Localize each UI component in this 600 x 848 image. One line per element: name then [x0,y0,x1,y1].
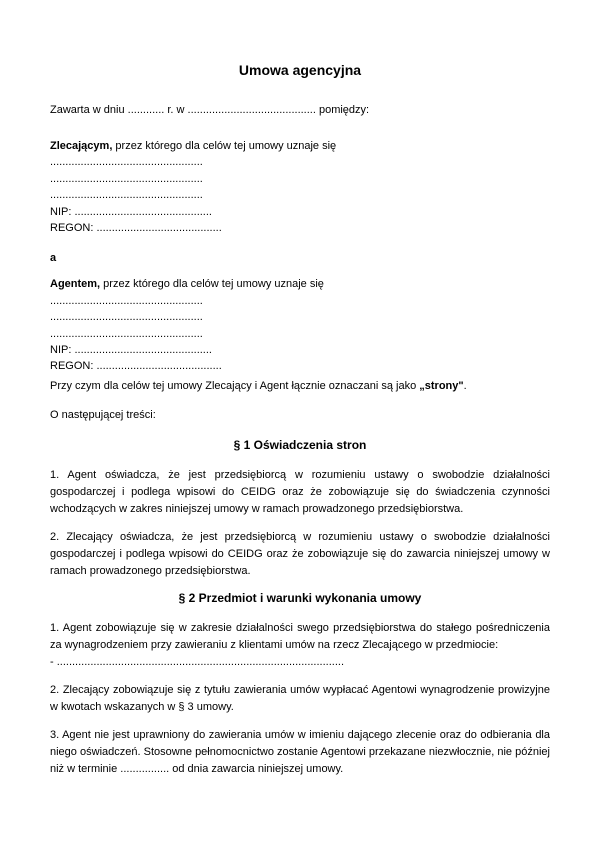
regon-blank: ......................................... [96,222,222,235]
party-principal-name: Zlecającym, [50,140,113,152]
regon-label: REGON: [50,360,97,373]
party-agent-desc: przez którego dla celów tej umowy uznaje się [100,278,324,291]
party-agent-blank-1: .................................................. [50,294,203,307]
section-2-heading: § 2 Przedmiot i warunki wykonania umowy [178,590,422,605]
party-principal-blank-2: .................................................. [50,172,203,185]
preamble-line: O następującej treści: [50,408,156,421]
nip-blank: ............................................. [74,205,212,218]
party-principal-regon-line [50,220,550,236]
parties-clause [50,379,550,394]
nip-blank: ............................................. [74,344,212,357]
section-1-heading: § 1 Oświadczenia stron [233,437,367,452]
section-2-paragraph-1: 1. Agent zobowiązuje się w zakresie działalności swego przedsiębiorstwa do stałego pośredniczenia za wynagrodzeniem przy zawieraniu z klientami umów na rzecz Zlecającego w przedmiocie: [50,621,550,651]
document-title: Umowa agencyjna [238,62,362,78]
parties-clause-pre: Przy czym dla celów tej umowy Zlecający i Agent łącznie oznaczani są jako [50,379,420,392]
party-agent-blank-3: .................................................. [50,327,203,340]
party-agent-blank-2: .................................................. [50,311,203,324]
party-agent-block [50,276,550,374]
section-2-paragraph-3: 3. Agent nie jest uprawniony do zawierania umów w imieniu dającego zlecenie oraz do odbierania dla niego oświadczeń. Stosowne pełnomocnictwo zostanie Agentowi przekazane niezwłocznie, nie później niż w terminie ................ od dnia zawarcia niniejszej umowy. [50,728,550,775]
nip-label: NIP: [50,205,75,218]
party-agent-lead [50,276,550,292]
connector-a: a [50,252,57,265]
party-agent-regon-line [50,358,550,374]
party-principal-block [50,138,550,236]
section-1-paragraph-2: 2. Zlecający oświadcza, że jest przedsiębiorcą w rozumieniu ustawy o swobodzie działalności gospodarczej i podlega wpisowi do CEIDG oraz że zobowiązuje się do zawarcia niniejszej umowy w ramach prowadzonego przedsiębiorstwa. [50,530,550,577]
regon-blank: ......................................... [96,360,222,373]
party-agent-nip-line [50,342,550,358]
intro-line: Zawarta w dniu ............ r. w .......................................... pomiędzy: [50,104,370,116]
party-agent-name: Agentem, [50,278,101,291]
section-2-paragraph-2: 2. Zlecający zobowiązuje się z tytułu zawierania umów wypłacać Agentowi wynagrodzenie prowizyjne w kwotach wskazanych w § 3 umowy. [50,683,550,713]
section-2-paragraph-1-blank-item: - .............................................................................................. [50,655,344,668]
parties-clause-post: . [463,379,467,392]
party-principal-blank-3: .................................................. [50,189,203,202]
party-principal-nip-line [50,204,550,220]
party-principal-desc: przez którego dla celów tej umowy uznaje się [112,140,337,152]
party-principal-lead [50,138,550,154]
parties-clause-term: „strony" [419,379,464,392]
regon-label: REGON: [50,222,97,235]
section-1-paragraph-1: 1. Agent oświadcza, że jest przedsiębiorcą w rozumieniu ustawy o swobodzie działalności gospodarczej i podlega wpisowi do CEIDG oraz że zobowiązuje się do świadczenia czynności wchodzących w zakres niniejszej umowy w ramach prowadzonego przedsiębiorstwa. [50,468,550,515]
party-principal-blank-1: .................................................. [50,156,203,169]
nip-label: NIP: [50,344,75,357]
